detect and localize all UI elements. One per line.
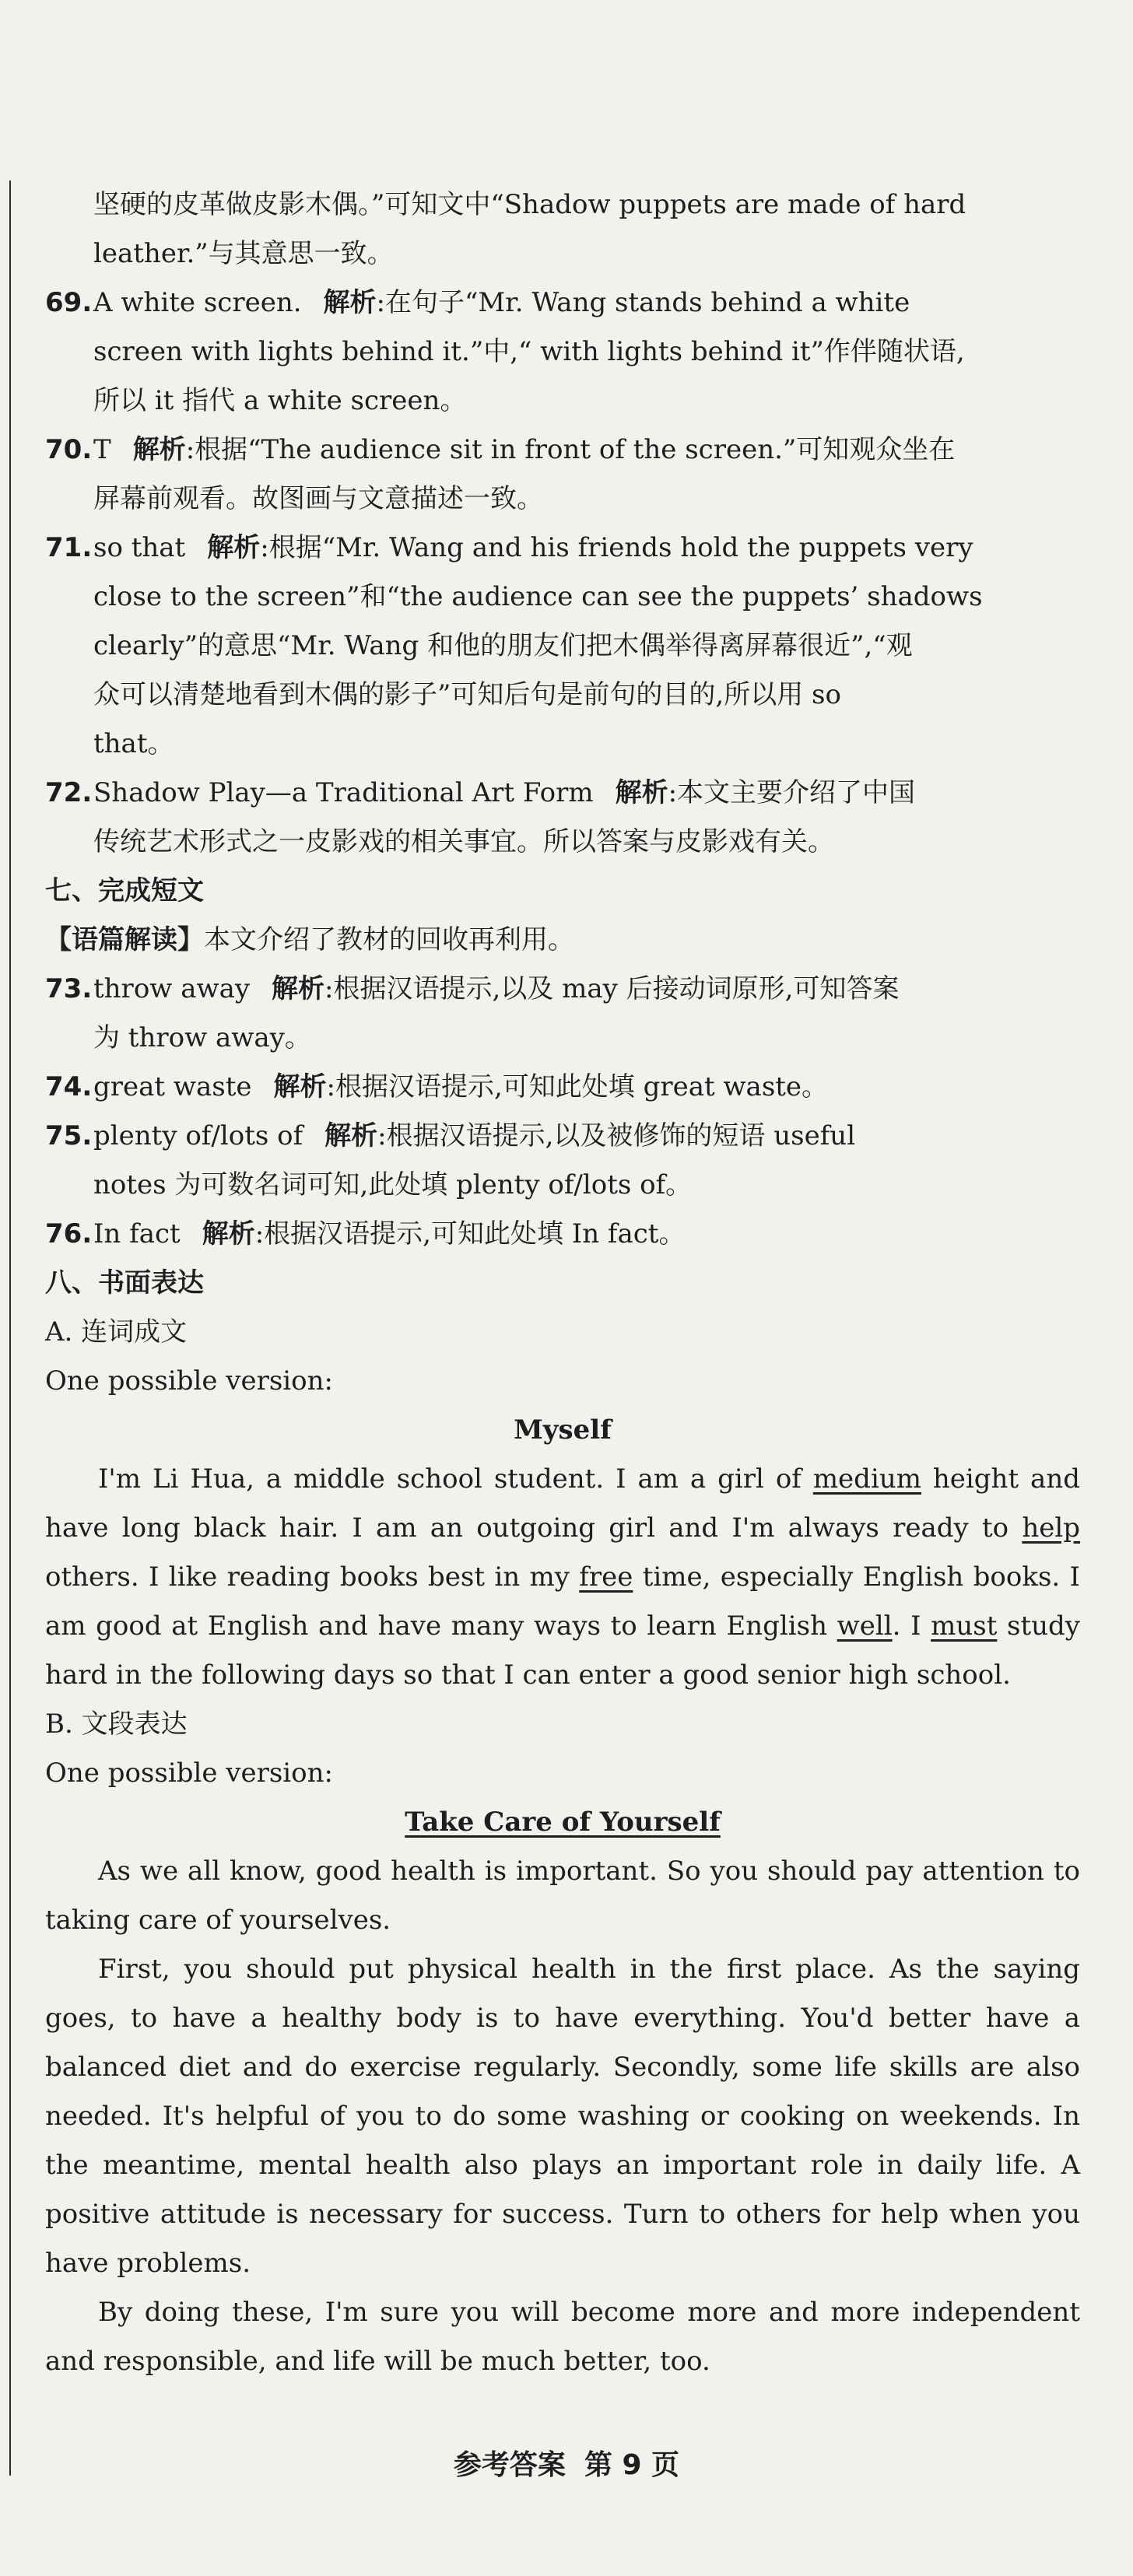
analysis-label: 解析: [323, 287, 377, 318]
text-line: leather.”与其意思一致。: [93, 238, 394, 269]
page-number: 第 9 页: [584, 2449, 680, 2481]
answer-item-75: [45, 1112, 1080, 1210]
item-answer: plenty of/lots of: [93, 1120, 303, 1151]
text-line: 屏幕前观看。故图画与文意描述一致。: [93, 483, 543, 514]
analysis-label: 解析: [615, 777, 668, 808]
item-answer: In fact: [93, 1218, 181, 1249]
answer-item-70: [45, 426, 1080, 524]
item-number: 69.: [45, 287, 93, 318]
analysis-label: 解析: [132, 434, 186, 465]
item-number: 75.: [45, 1120, 93, 1151]
part-b-heading: B. 文段表达: [45, 1709, 188, 1740]
margin-line: [9, 180, 11, 2476]
essay-text: height and have long black hair. I am an outgoing girl and I'm always ready to: [45, 1463, 1080, 1544]
essay-paragraph: As we all know, good health is important. So you should pay attention to taking care of yourselves.: [45, 1856, 1080, 1936]
item-number: 74.: [45, 1071, 93, 1102]
page-footer: [0, 2443, 1133, 2483]
essay-text: others. I like reading books best in my: [45, 1561, 580, 1593]
text-line: 众可以清楚地看到木偶的影子”可知后句是前句的目的,所以用 so: [93, 679, 841, 710]
essay-text: study hard in the following days so that I can enter a good senior high school.: [45, 1610, 1081, 1691]
answer-item-73: [45, 965, 1080, 1063]
item-answer: A white screen.: [93, 287, 302, 318]
passage-summary: [45, 916, 1080, 965]
text-line: clearly”的意思“Mr. Wang 和他的朋友们把木偶举得离屏幕很近”,“观: [93, 630, 913, 661]
text-line: screen with lights behind it.”中,“ with lights behind it”作伴随状语,: [93, 336, 965, 367]
text-line: :根据“Mr. Wang and his friends hold the puppets very: [260, 532, 973, 563]
text-line: :根据汉语提示,以及 may 后接动词原形,可知答案: [324, 973, 900, 1004]
essay-text: time, especially English books. I am good at English and have many ways to learn English: [45, 1561, 1080, 1642]
text-line: close to the screen”和“the audience can see the puppets’ shadows: [93, 581, 983, 612]
essay-title: Myself: [514, 1414, 612, 1446]
text-line: 传统艺术形式之一皮影戏的相关事宜。所以答案与皮影戏有关。: [93, 826, 834, 857]
item-number: 76.: [45, 1218, 93, 1249]
underlined-word: free: [579, 1561, 633, 1593]
item-answer: throw away: [93, 973, 251, 1004]
analysis-label: 解析: [273, 1071, 327, 1102]
underlined-word: help: [1022, 1512, 1080, 1544]
text-line: 坚硬的皮革做皮影木偶。”可知文中“Shadow puppets are made of hard: [93, 189, 966, 220]
essay-paragraph: First, you should put physical health in the first place. As the saying goes, to have a healthy body is to have everything. You'd better have a balanced diet and do exercise regularly. Secondly, some life skills are also needed. It's helpful of you to do some washing or cooking on weekends. In the meantime, mental health also plays an important role in daily life. A positive attitude is necessary for success. Turn to others for help when you have problems.: [45, 1954, 1080, 2279]
analysis-label: 解析: [272, 973, 325, 1004]
answer-item-72: [45, 769, 1080, 867]
item-number: 73.: [45, 973, 93, 1004]
text-line: 为 throw away。: [93, 1022, 311, 1053]
text-line: :根据汉语提示,以及被修饰的短语 useful: [377, 1120, 856, 1151]
essay-title-text: Take Care of Yourself: [405, 1807, 721, 1838]
answer-item-74: [45, 1063, 1080, 1112]
version-label: One possible version:: [45, 1758, 333, 1789]
underlined-word: well: [837, 1610, 893, 1642]
item-number: 72.: [45, 777, 93, 808]
section-heading-8: 八、书面表达: [45, 1267, 204, 1299]
section-heading-7: 七、完成短文: [45, 875, 204, 906]
q68-continuation: [45, 180, 1080, 279]
essay-text: I'm Li Hua, a middle school student. I am a girl of: [98, 1463, 813, 1495]
essay-title: [45, 1798, 1080, 1847]
text-line: :本文主要介绍了中国: [668, 777, 916, 808]
text-line: :根据汉语提示,可知此处填 great waste。: [326, 1071, 829, 1102]
item-answer: great waste: [93, 1071, 252, 1102]
item-number: 70.: [45, 434, 93, 465]
answer-item-71: [45, 524, 1080, 769]
essay-paragraph: By doing these, I'm sure you will become more and more independent and responsible, and life will be much better, too.: [45, 2297, 1080, 2377]
text-line: that。: [93, 728, 174, 759]
analysis-label: 解析: [324, 1120, 378, 1151]
essay-text: . I: [892, 1610, 931, 1642]
analysis-label: 解析: [202, 1218, 255, 1249]
answer-item-76: [45, 1210, 1080, 1259]
text-line: :在句子“Mr. Wang stands behind a white: [376, 287, 910, 318]
item-answer: so that: [93, 532, 186, 563]
text-line: :根据汉语提示,可知此处填 In fact。: [254, 1218, 686, 1249]
text-line: :根据“The audience sit in front of the screen.”可知观众坐在: [185, 434, 956, 465]
text-line: notes 为可数名词可知,此处填 plenty of/lots of。: [93, 1169, 693, 1200]
underlined-word: must: [931, 1610, 998, 1642]
part-a-heading: A. 连词成文: [45, 1316, 188, 1348]
answer-item-69: [45, 279, 1080, 426]
version-label: One possible version:: [45, 1365, 333, 1397]
text-line: 所以 it 指代 a white screen。: [93, 385, 467, 416]
passage-text: 本文介绍了教材的回收再利用。: [204, 924, 574, 955]
item-answer: T: [93, 434, 111, 465]
item-answer: Shadow Play—a Traditional Art Form: [93, 777, 594, 808]
item-number: 71.: [45, 532, 93, 563]
passage-label: 【语篇解读】: [45, 924, 204, 955]
analysis-label: 解析: [207, 532, 261, 563]
underlined-word: medium: [812, 1463, 921, 1495]
footer-title: 参考答案: [453, 2449, 566, 2481]
content: [45, 180, 1080, 2386]
essay-paragraph: [45, 1455, 1080, 1700]
